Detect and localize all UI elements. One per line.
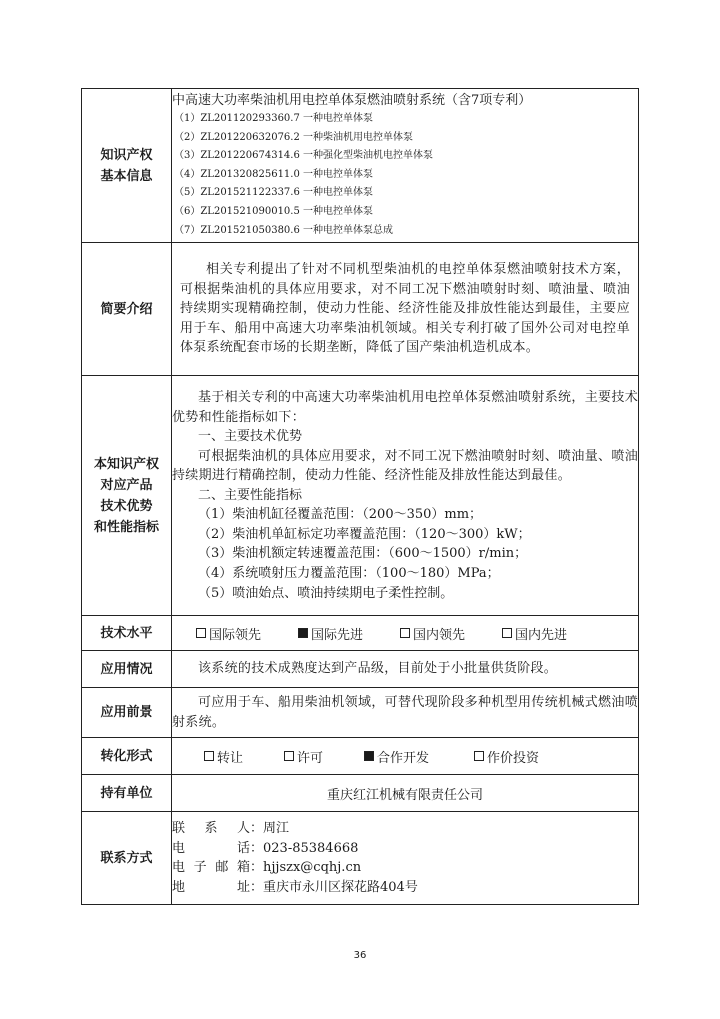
checkbox-icon[interactable]	[298, 628, 308, 638]
label-line: 基本信息	[100, 168, 153, 184]
patent-item: （5）ZL201521122337.6 一种电控单体泵	[174, 187, 374, 199]
performance-item: （2）柴油机单缸标定功率覆盖范围：（120～300）kW；	[198, 526, 531, 542]
label-line: 知识产权	[100, 147, 153, 163]
option-label: 国际领先	[209, 627, 262, 643]
option-tech-level-1[interactable]	[196, 624, 298, 643]
checkbox-icon[interactable]	[204, 751, 214, 761]
ip-info-content	[172, 89, 639, 243]
contact-phone: 电话：023-85384668	[172, 839, 638, 859]
label-line: 本知识产权	[93, 456, 159, 472]
contact-key: 联系人	[172, 820, 250, 836]
prospect-content	[172, 688, 639, 738]
label-prospect: 应用前景	[82, 688, 172, 738]
option-label: 国内领先	[413, 627, 466, 643]
option-transfer-3[interactable]	[364, 747, 474, 766]
checkbox-icon[interactable]	[196, 628, 206, 638]
contact-value: 周江	[263, 820, 290, 836]
advantage-heading-2: 二、主要性能指标	[198, 487, 303, 503]
row-holder	[82, 775, 639, 812]
advantage-content	[172, 376, 639, 616]
page-number: 36	[353, 950, 367, 961]
performance-item: （1）柴油机缸径覆盖范围：（200～350）mm；	[198, 507, 483, 523]
label-contact: 联系方式	[82, 812, 172, 905]
label-tech-level: 技术水平	[82, 616, 172, 651]
label-holder: 持有单位	[82, 775, 172, 812]
option-tech-level-4[interactable]	[502, 624, 567, 643]
row-summary	[82, 243, 639, 376]
holder-name: 重庆红江机械有限责任公司	[172, 775, 639, 812]
label-ip-info	[82, 89, 172, 243]
info-table	[81, 88, 639, 905]
ip-title: 中高速大功率柴油机用电控单体泵燃油喷射系统（含7项专利）	[172, 93, 532, 108]
performance-item: （3）柴油机额定转速覆盖范围：（600～1500）r/min；	[198, 546, 528, 562]
advantage-intro: 基于相关专利的中高速大功率柴油机用电控单体泵燃油喷射系统，主要技术优势和性能指标如下：	[172, 390, 638, 425]
contact-content	[172, 812, 639, 905]
summary-text: 相关专利提出了针对不同机型柴油机的电控单体泵燃油喷射技术方案，可根据柴油机的具体应用要求，对不同工况下燃油喷射时刻、喷油量、喷油持续期实现精确控制，使动力性能、经济性能及排放性能达到最佳，主要应用于车、船用中高速大功率柴油机领域。相关专利打破了国外公司对电控单体泵系统配套市场的长期垄断，降低了国产柴油机造机成本。	[180, 262, 630, 356]
checkbox-icon[interactable]	[474, 751, 484, 761]
application-content	[172, 651, 639, 688]
patent-item: （1）ZL201120293360.7 一种电控单体泵	[174, 113, 374, 124]
option-label: 许可	[297, 750, 324, 766]
checkbox-icon[interactable]	[284, 751, 294, 761]
row-transfer	[82, 738, 639, 775]
patent-item: （6）ZL201521090010.5 一种电控单体泵	[174, 205, 374, 217]
option-label: 转让	[217, 750, 244, 766]
option-tech-level-2[interactable]	[298, 624, 400, 643]
contact-address: 地址：重庆市永川区探花路404号	[172, 878, 638, 898]
option-transfer-2[interactable]	[284, 747, 364, 766]
label-line: 和性能指标	[93, 519, 159, 535]
prospect-text: 可应用于车、船用柴油机领域，可替代现阶段多种机型用传统机械式燃油喷射系统。	[172, 695, 638, 730]
contact-key: 地址	[172, 879, 250, 895]
label-application: 应用情况	[82, 651, 172, 688]
performance-item: （5）喷油始点、喷油持续期电子柔性控制。	[198, 585, 454, 601]
row-prospect	[82, 688, 639, 738]
option-tech-level-3[interactable]	[400, 624, 502, 643]
tech-level-options	[172, 616, 639, 651]
checkbox-icon[interactable]	[400, 628, 410, 638]
performance-item: （4）系统喷射压力覆盖范围：（100～180）MPa；	[198, 566, 500, 582]
patent-item: （4）ZL201320825611.0 一种电控单体泵	[174, 168, 374, 180]
contact-value: 重庆市永川区探花路404号	[263, 879, 418, 895]
contact-value: hjjszx@cqhj.cn	[263, 860, 362, 876]
patent-item: （7）ZL201521050380.6 一种电控单体泵总成	[174, 224, 394, 236]
row-application	[82, 651, 639, 688]
option-label: 作价投资	[487, 750, 540, 766]
option-transfer-1[interactable]	[204, 747, 284, 766]
advantage-heading-1: 一、主要技术优势	[198, 429, 303, 445]
option-label: 国际先进	[311, 627, 364, 643]
row-advantage	[82, 376, 639, 616]
label-line: 技术优势	[100, 498, 153, 514]
contact-email: 电子邮箱：hjjszx@cqhj.cn	[172, 858, 638, 878]
row-ip-info	[82, 89, 639, 243]
patent-item: （2）ZL201220632076.2 一种柴油机用电控单体泵	[174, 131, 414, 143]
option-label: 合作开发	[377, 750, 430, 766]
application-text: 该系统的技术成熟度达到产品级，目前处于小批量供货阶段。	[198, 661, 558, 677]
option-label: 国内先进	[515, 627, 568, 643]
label-advantage	[82, 376, 172, 616]
contact-value: 023-85384668	[263, 840, 359, 856]
summary-content	[172, 243, 639, 376]
transfer-options	[172, 738, 639, 775]
advantage-para-1: 可根据柴油机的具体应用要求，对不同工况下燃油喷射时刻、喷油量、喷油持续期进行精确控制，使动力性能、经济性能及排放性能达到最佳。	[172, 448, 638, 484]
option-transfer-4[interactable]	[474, 747, 539, 766]
checkbox-icon[interactable]	[502, 628, 512, 638]
contact-person: 联系人：周江	[172, 819, 638, 839]
patent-item: （3）ZL201220674314.6 一种强化型柴油机电控单体泵	[174, 150, 434, 162]
row-tech-level	[82, 616, 639, 651]
label-transfer: 转化形式	[82, 738, 172, 775]
label-line: 对应产品	[100, 477, 153, 493]
checkbox-icon[interactable]	[364, 751, 374, 761]
contact-key: 电子邮箱	[172, 860, 250, 876]
contact-key: 电话	[172, 840, 250, 856]
row-contact	[82, 812, 639, 905]
label-summary: 简要介绍	[82, 243, 172, 376]
